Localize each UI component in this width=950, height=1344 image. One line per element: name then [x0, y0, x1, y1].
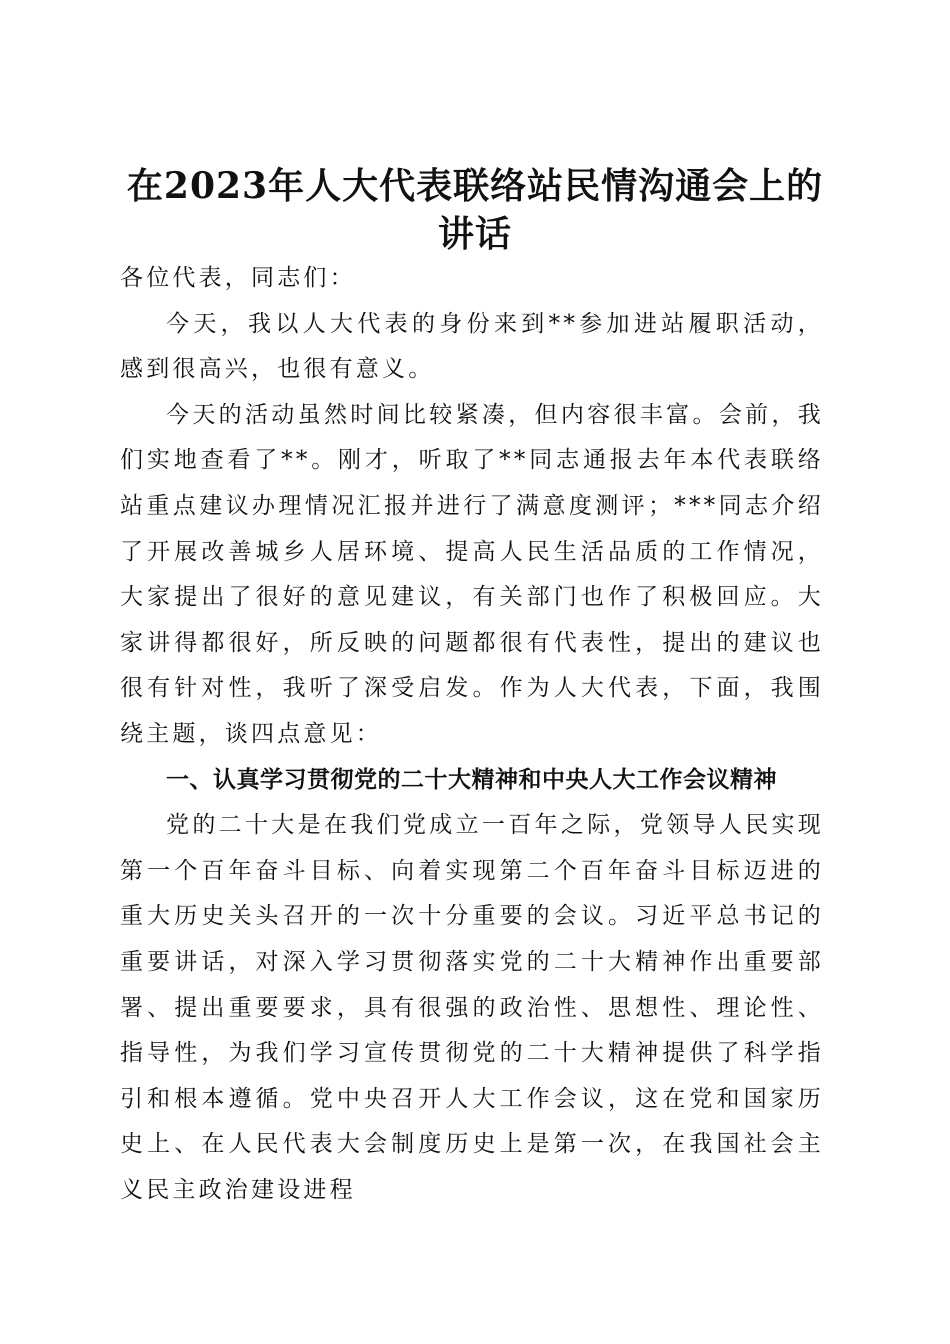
section-paragraph: 党的二十大是在我们党成立一百年之际，党领导人民实现第一个百年奋斗目标、向着实现第二个百年奋斗目标迈进的重大历史关头召开的一次十分重要的会议。习近平总书记的重要讲话，对深入学习贯彻落实党的二十大精神作出重要部署、提出重要要求，具有很强的政治性、思想性、理论性、指导性，为我们学习宣传贯彻党的二十大精神提供了科学指引和根本遵循。党中央召开人大工作会议，这在党和国家历史上、在人民代表大会制度历史上是第一次，在我国社会主义民主政治建设进程 [120, 812, 824, 1203]
paragraph-intro: 今天，我以人大代表的身份来到**参加进站履职活动，感到很高兴，也很有意义。 [120, 310, 824, 383]
section-heading: 一、认真学习贯彻党的二十大精神和中央人大工作会议精神 [166, 766, 777, 793]
document-body [120, 256, 824, 1213]
document-title: 在2023年人大代表联络站民情沟通会上的讲话 [126, 165, 824, 256]
paragraph-activity-summary: 今天的活动虽然时间比较紧凑，但内容很丰富。会前，我们实地查看了**。刚才，听取了**同志通报去年本代表联络站重点建议办理情况汇报并进行了满意度测评；***同志介绍了开展改善城乡人居环境、提高人民生活品质的工作情况，大家提出了很好的意见建议，有关部门也作了积极回应。大家讲得都很好，所反映的问题都很有代表性，提出的建议也很有针对性，我听了深受启发。作为人大代表，下面，我围绕主题，谈四点意见： [120, 401, 824, 747]
salutation: 各位代表，同志们： [120, 265, 356, 291]
